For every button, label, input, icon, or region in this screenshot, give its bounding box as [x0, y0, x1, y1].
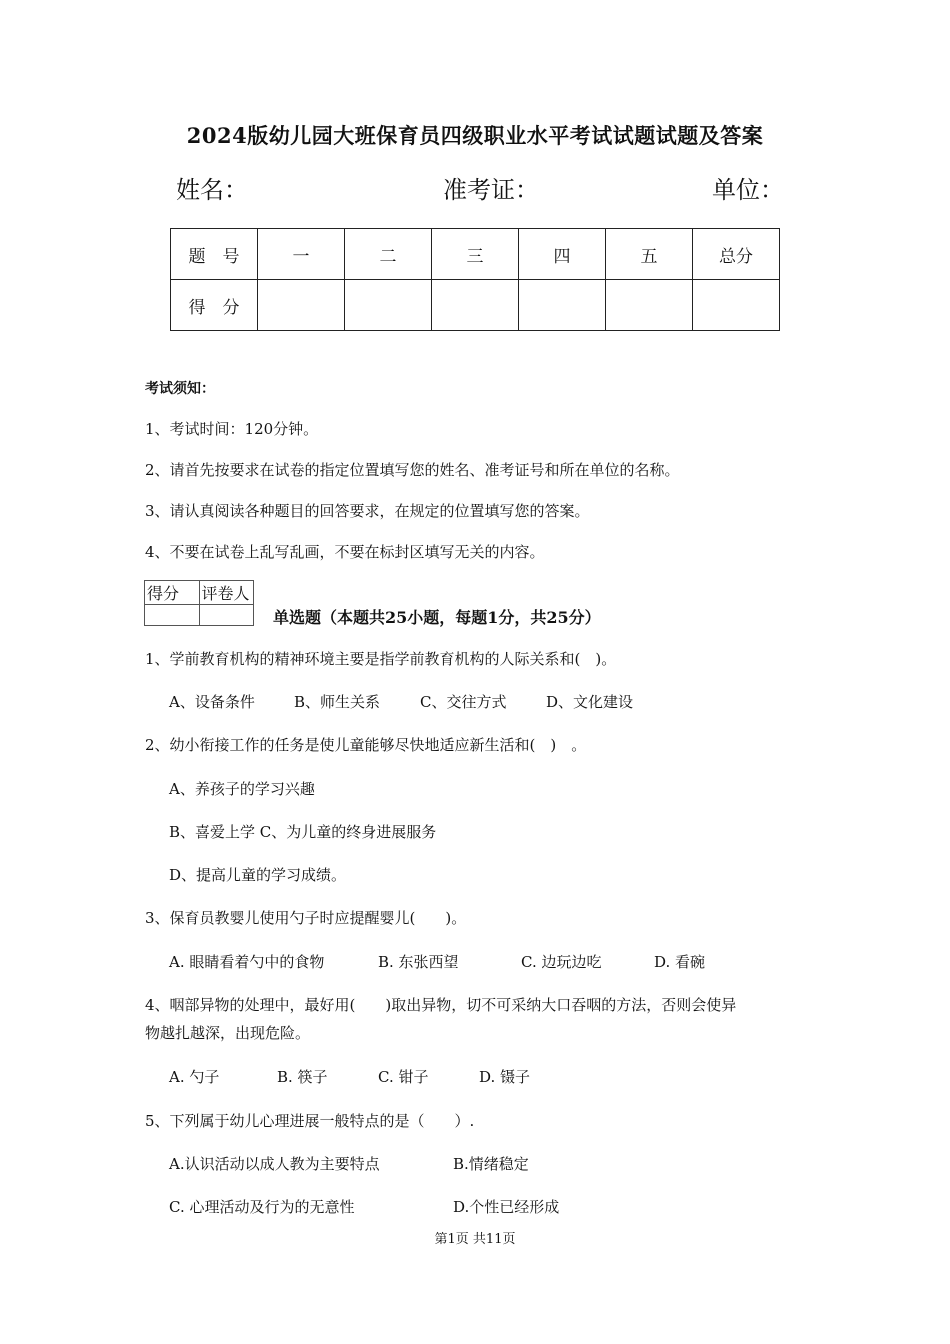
- score-cell[interactable]: [693, 280, 780, 331]
- grader-reviewer-label: 评卷人: [199, 581, 254, 605]
- question-text-continued: 物越扎越深，出现危险。: [145, 1024, 311, 1042]
- score-header-cell: 四: [519, 229, 606, 280]
- score-row-label: 得 分: [171, 280, 258, 331]
- score-table-header-row: [171, 229, 780, 280]
- notice-heading: 考试须知：: [145, 381, 215, 397]
- question-text: 4、咽部异物的处理中，最好用( )取出异物，切不可采纳大口吞咽的方法，否则会使异: [145, 996, 737, 1014]
- score-cell[interactable]: [519, 280, 606, 331]
- notice-item: 1、考试时间：120分钟。: [145, 420, 319, 438]
- option: A. 眼睛看着勺中的食物: [169, 953, 325, 971]
- notice-item: 3、请认真阅读各种题目的回答要求，在规定的位置填写您的答案。: [145, 502, 590, 520]
- option: C. 钳子: [378, 1068, 429, 1086]
- notice-item: 4、不要在试卷上乱写乱画，不要在标封区填写无关的内容。: [145, 543, 545, 561]
- question-text: 2、幼小衔接工作的任务是使儿童能够尽快地适应新生活和( ) 。: [145, 736, 587, 754]
- page-footer: 第1页 共11页: [434, 1232, 516, 1247]
- score-cell[interactable]: [432, 280, 519, 331]
- option: D、文化建设: [546, 693, 634, 711]
- question-text: 1、学前教育机构的精神环境主要是指学前教育机构的人际关系和( )。: [145, 650, 617, 668]
- score-header-cell: 三: [432, 229, 519, 280]
- score-table: [170, 228, 780, 331]
- option: C. 边玩边吃: [521, 953, 602, 971]
- score-table-score-row: [171, 280, 780, 331]
- option: B.情绪稳定: [453, 1155, 529, 1173]
- grader-score-cell[interactable]: [145, 605, 200, 626]
- option: A、设备条件: [169, 693, 255, 711]
- option: D. 看碗: [654, 953, 706, 971]
- option: A. 勺子: [169, 1068, 220, 1086]
- option: C、交往方式: [420, 693, 507, 711]
- section-title: 单选题（本题共25小题，每题1分，共25分）: [273, 608, 601, 627]
- question-text: 3、保育员教婴儿使用勺子时应提醒婴儿( )。: [145, 909, 467, 927]
- option: B. 东张西望: [378, 953, 459, 971]
- score-header-cell: 一: [258, 229, 345, 280]
- score-header-cell: 总分: [693, 229, 780, 280]
- option: D.个性已经形成: [453, 1198, 560, 1216]
- option: A.认识活动以成人教为主要特点: [169, 1155, 380, 1173]
- name-field-label: 姓名：: [176, 176, 248, 204]
- option: D. 镊子: [479, 1068, 531, 1086]
- score-header-cell: 题 号: [171, 229, 258, 280]
- grader-box: [144, 580, 254, 626]
- score-cell[interactable]: [606, 280, 693, 331]
- option: D、提高儿童的学习成绩。: [169, 866, 347, 884]
- option: B. 筷子: [277, 1068, 328, 1086]
- option: B、喜爱上学 C、为儿童的终身进展服务: [169, 823, 437, 841]
- grader-score-label: 得分: [145, 581, 200, 605]
- grader-reviewer-cell[interactable]: [199, 605, 254, 626]
- notice-item: 2、请首先按要求在试卷的指定位置填写您的姓名、准考证号和所在单位的名称。: [145, 461, 680, 479]
- option: A、养孩子的学习兴趣: [169, 780, 315, 798]
- score-header-cell: 五: [606, 229, 693, 280]
- question-text: 5、下列属于幼儿心理进展一般特点的是（ ）.: [145, 1112, 475, 1130]
- unit-field-label: 单位：: [712, 176, 784, 204]
- option: B、师生关系: [294, 693, 381, 711]
- score-header-cell: 二: [345, 229, 432, 280]
- option: C. 心理活动及行为的无意性: [169, 1198, 355, 1216]
- exam-id-field-label: 准考证：: [443, 176, 539, 204]
- score-cell[interactable]: [345, 280, 432, 331]
- score-cell[interactable]: [258, 280, 345, 331]
- page-title: 2024版幼儿园大班保育员四级职业水平考试试题试题及答案: [186, 123, 764, 148]
